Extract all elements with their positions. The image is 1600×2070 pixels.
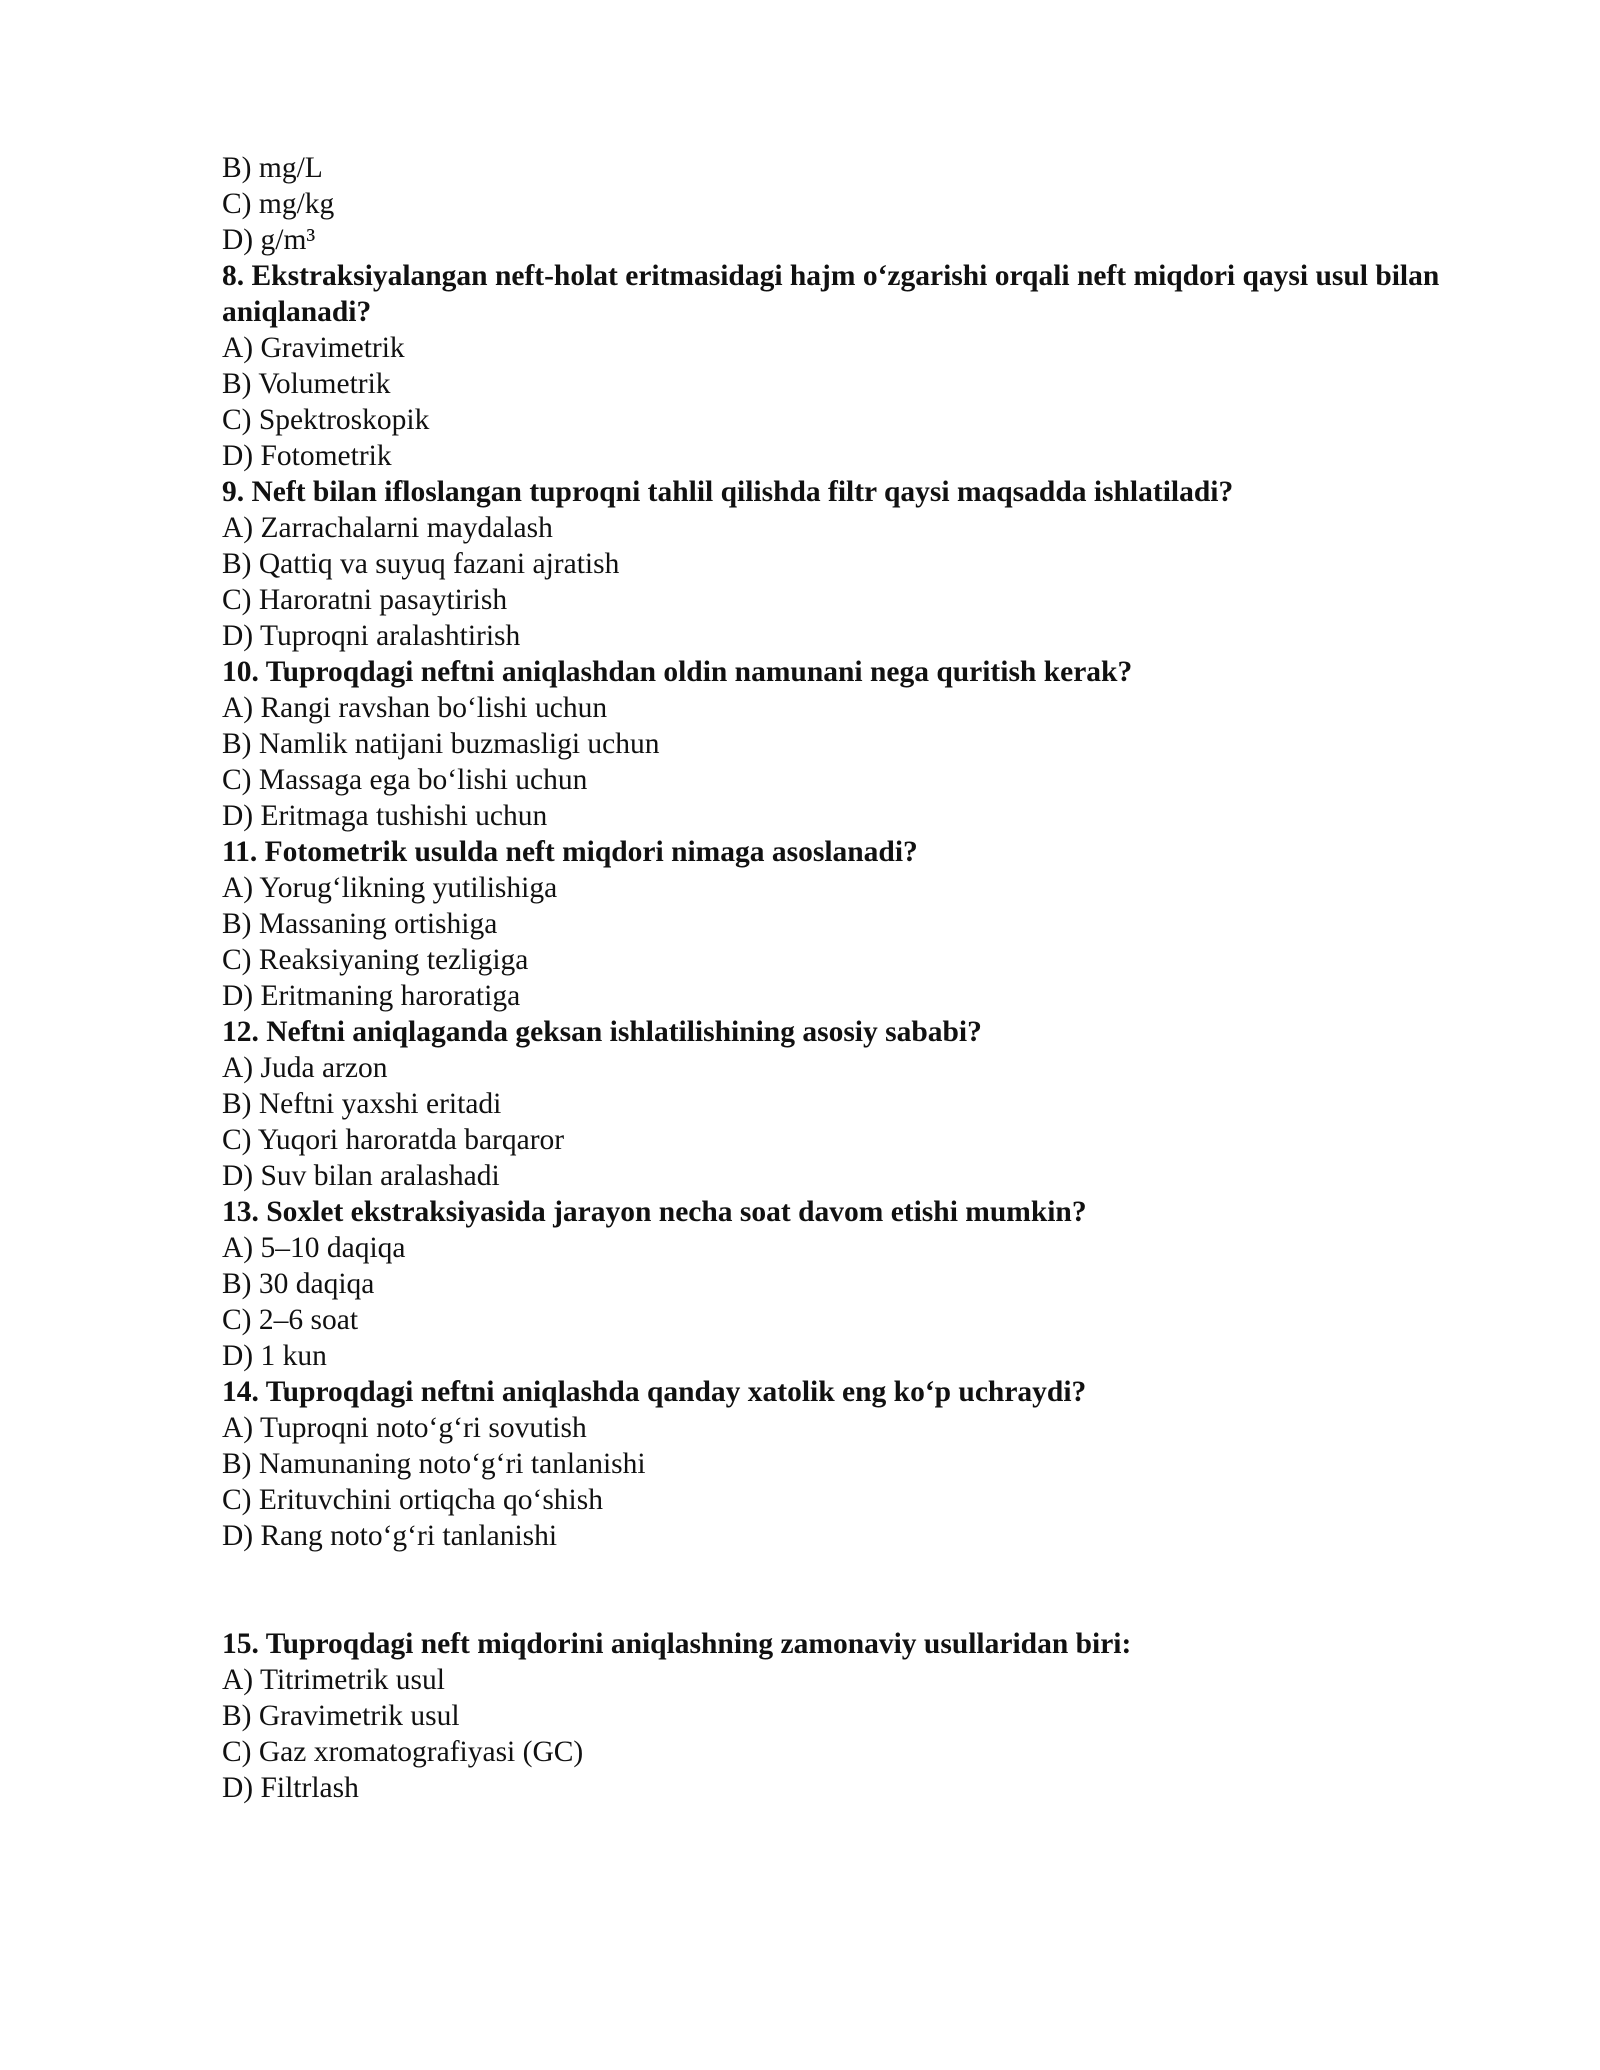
answer-option: C) Yuqori haroratda barqaror xyxy=(222,1124,565,1156)
answer-option: D) Eritmaning haroratiga xyxy=(222,980,521,1012)
question-13 xyxy=(222,1194,1462,1374)
question-text: 15. Tuproqdagi neft miqdorini aniqlashning zamonaviy usullaridan biri: xyxy=(222,1628,1132,1660)
answer-option: C) Gaz xromatografiyasi (GC) xyxy=(222,1736,584,1768)
answer-option: B) Neftni yaxshi eritadi xyxy=(222,1088,502,1120)
answer-option: D) 1 kun xyxy=(222,1340,327,1372)
answer-option: B) 30 daqiqa xyxy=(222,1268,375,1300)
question-text: 11. Fotometrik usulda neft miqdori nimaga asoslanadi? xyxy=(222,836,918,868)
question-11 xyxy=(222,834,1462,1014)
question-8 xyxy=(222,258,1462,474)
question-text: 12. Neftni aniqlaganda geksan ishlatilishining asosiy sababi? xyxy=(222,1016,982,1048)
answer-option: D) Suv bilan aralashadi xyxy=(222,1160,500,1192)
question-text: 14. Tuproqdagi neftni aniqlashda qanday xatolik eng ko‘p uchraydi? xyxy=(222,1376,1087,1408)
question-text: 9. Neft bilan ifloslangan tuproqni tahlil qilishda filtr qaysi maqsadda ishlatiladi? xyxy=(222,476,1234,508)
answer-option: C) Erituvchini ortiqcha qo‘shish xyxy=(222,1484,603,1516)
answer-option: C) Reaksiyaning tezligiga xyxy=(222,944,529,976)
answer-option: C) Spektroskopik xyxy=(222,404,430,436)
question-text: 10. Tuproqdagi neftni aniqlashdan oldin namunani nega quritish kerak? xyxy=(222,656,1133,688)
answer-option: A) Titrimetrik usul xyxy=(222,1664,445,1696)
question-14 xyxy=(222,1374,1462,1554)
answer-option: B) Massaning ortishiga xyxy=(222,908,498,940)
answer-option: C) Massaga ega bo‘lishi uchun xyxy=(222,764,588,796)
answer-option: D) Tuproqni aralashtirish xyxy=(222,620,521,652)
paragraph-spacer xyxy=(222,1554,1462,1626)
answer-option: A) Juda arzon xyxy=(222,1052,388,1084)
answer-option: D) Eritmaga tushishi uchun xyxy=(222,800,548,832)
question-10 xyxy=(222,654,1462,834)
answer-option: A) Gravimetrik xyxy=(222,332,405,364)
question-12 xyxy=(222,1014,1462,1194)
answer-option: D) Filtrlash xyxy=(222,1772,359,1804)
answer-option: C) 2–6 soat xyxy=(222,1304,359,1336)
answer-option: B) Volumetrik xyxy=(222,368,391,400)
question-text: 8. Ekstraksiyalangan neft-holat eritmasidagi hajm o‘zgarishi orqali neft miqdori qaysi usul bilan aniqlanadi? xyxy=(222,260,1447,328)
answer-option: C) Haroratni pasaytirish xyxy=(222,584,508,616)
answer-option: D) Fotometrik xyxy=(222,440,392,472)
question-9 xyxy=(222,474,1462,654)
answer-option: A) Rangi ravshan bo‘lishi uchun xyxy=(222,692,608,724)
answer-option: B) Gravimetrik usul xyxy=(222,1700,460,1732)
answer-option: D) g/m³ xyxy=(222,224,316,256)
document-page xyxy=(222,150,1462,1806)
answer-option: A) Tuproqni noto‘g‘ri sovutish xyxy=(222,1412,587,1444)
answer-option: B) mg/L xyxy=(222,152,323,184)
carryover-options xyxy=(222,150,1462,258)
answer-option: A) Yorug‘likning yutilishiga xyxy=(222,872,558,904)
question-text: 13. Soxlet ekstraksiyasida jarayon necha soat davom etishi mumkin? xyxy=(222,1196,1087,1228)
answer-option: A) Zarrachalarni maydalash xyxy=(222,512,553,544)
answer-option: B) Qattiq va suyuq fazani ajratish xyxy=(222,548,620,580)
answer-option: B) Namunaning noto‘g‘ri tanlanishi xyxy=(222,1448,646,1480)
answer-option: D) Rang noto‘g‘ri tanlanishi xyxy=(222,1520,558,1552)
answer-option: A) 5–10 daqiqa xyxy=(222,1232,406,1264)
answer-option: B) Namlik natijani buzmasligi uchun xyxy=(222,728,660,760)
question-15 xyxy=(222,1626,1462,1806)
answer-option: C) mg/kg xyxy=(222,188,335,220)
